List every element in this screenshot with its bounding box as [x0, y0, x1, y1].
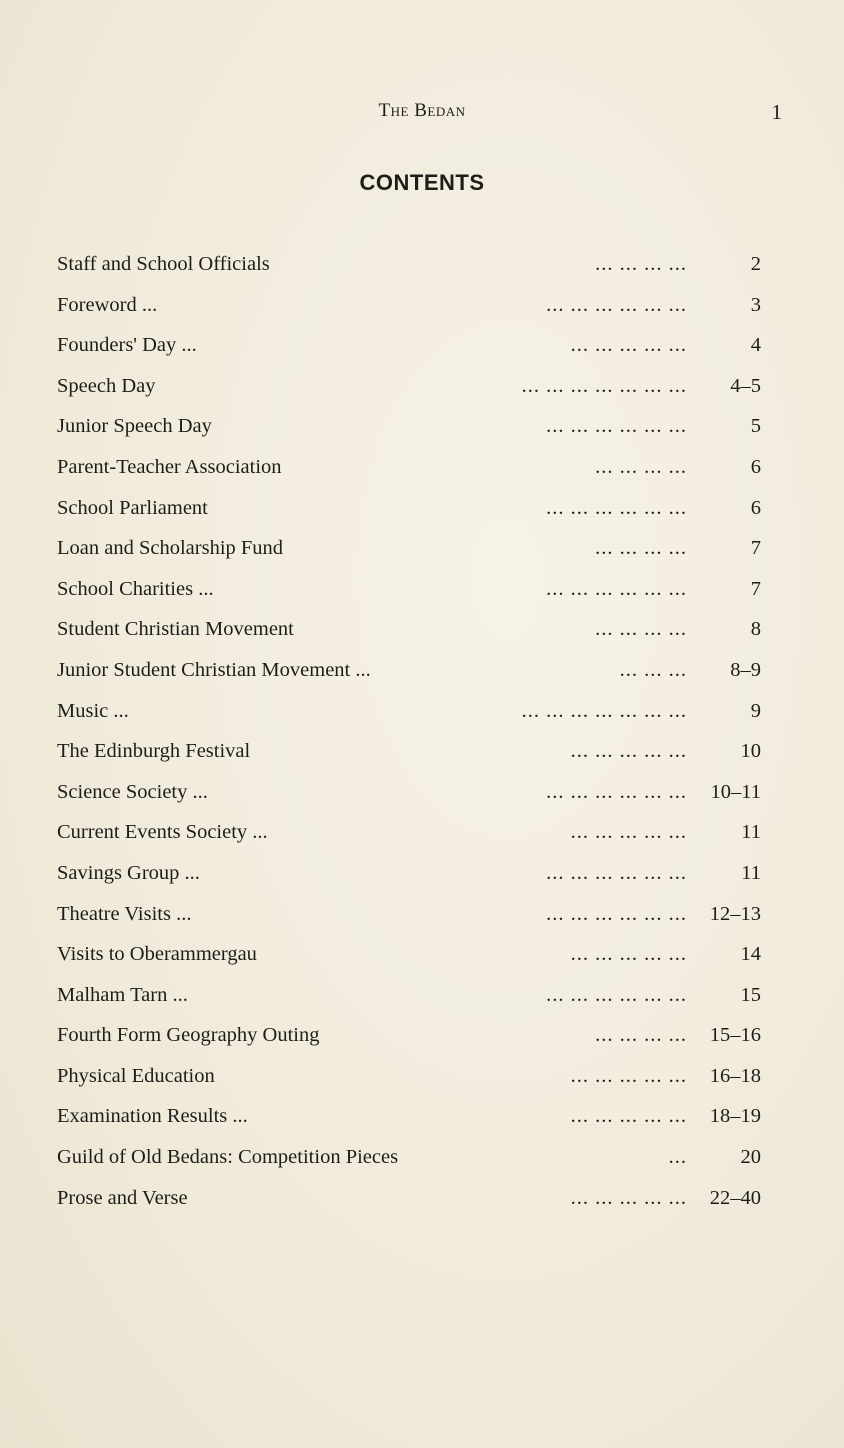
toc-entry-title: Malham Tarn ...	[57, 983, 188, 1006]
toc-entry-page: 10–11	[710, 780, 761, 803]
toc-entry-title: Theatre Visits ...	[57, 902, 192, 925]
toc-dot-leader: ... ... ... ... ... ...	[546, 577, 687, 600]
toc-entry-title: Foreword ...	[57, 293, 158, 316]
toc-entry-title: Music ...	[57, 699, 129, 722]
toc-dot-leader: ... ... ... ... ... ...	[546, 415, 687, 438]
toc-entry-title: Physical Education	[57, 1064, 215, 1087]
toc-entry-page: 14	[740, 943, 761, 966]
toc-entry-page: 6	[750, 496, 761, 519]
toc-entry	[57, 609, 761, 650]
toc-entry-page: 5	[750, 415, 761, 438]
toc-entry-title: Fourth Form Geography Outing	[57, 1024, 320, 1047]
toc-entry	[57, 1096, 761, 1137]
toc-dot-leader: ... ... ... ... ...	[570, 1186, 687, 1209]
toc-dot-leader: ... ... ... ...	[595, 253, 687, 275]
toc-entry-page: 15–16	[709, 1024, 761, 1047]
toc-dot-leader: ... ... ...	[619, 658, 687, 681]
toc-entry-page: 7	[750, 537, 761, 560]
toc-dot-leader: ... ... ... ...	[595, 455, 687, 478]
toc-dot-leader: ... ... ... ...	[595, 537, 687, 560]
toc-entry	[57, 1015, 761, 1056]
toc-entry-page: 11	[741, 861, 761, 884]
toc-entry-title: Parent-Teacher Association	[57, 455, 282, 478]
toc-entry	[57, 650, 761, 691]
toc-entry-title: Speech Day	[57, 374, 156, 397]
toc-entry-page: 2	[750, 253, 761, 275]
toc-entry-title: Founders' Day ...	[57, 334, 197, 357]
toc-entry-title: School Parliament	[57, 496, 208, 519]
toc-entry	[57, 691, 761, 732]
table-of-contents	[57, 244, 761, 1218]
publication-title: The Bedan	[378, 100, 466, 121]
toc-dot-leader: ... ... ... ... ...	[570, 740, 687, 763]
toc-entry-page: 4–5	[730, 374, 761, 397]
toc-dot-leader: ... ... ... ... ... ...	[546, 293, 687, 316]
toc-entry-page: 10	[740, 740, 761, 763]
toc-dot-leader: ... ... ... ... ... ...	[546, 983, 687, 1006]
toc-entry	[57, 1178, 761, 1219]
toc-dot-leader: ... ... ... ... ... ...	[546, 496, 687, 519]
toc-entry-title: Savings Group ...	[57, 861, 200, 884]
toc-dot-leader: ... ... ... ...	[595, 618, 687, 641]
toc-dot-leader: ... ... ... ... ...	[570, 1105, 687, 1128]
toc-entry-page: 11	[741, 821, 761, 844]
toc-entry	[57, 366, 761, 407]
toc-entry-page: 12–13	[709, 902, 761, 925]
toc-entry-page: 3	[750, 293, 761, 316]
toc-dot-leader: ... ... ... ... ... ...	[546, 780, 687, 803]
toc-dot-leader: ... ... ... ... ...	[570, 1064, 687, 1087]
toc-entry-title: The Edinburgh Festival	[57, 740, 251, 763]
toc-entry-title: Prose and Verse	[57, 1186, 188, 1209]
toc-entry	[57, 731, 761, 772]
toc-entry-page: 9	[750, 699, 761, 722]
toc-dot-leader: ... ... ... ... ...	[570, 334, 687, 357]
toc-entry	[57, 447, 761, 488]
toc-entry-title: Student Christian Movement	[57, 618, 294, 641]
toc-entry	[57, 406, 761, 447]
toc-entry-title: Staff and School Officials	[57, 253, 270, 275]
toc-entry	[57, 488, 761, 529]
toc-entry-page: 16–18	[709, 1064, 761, 1087]
toc-entry	[57, 934, 761, 975]
toc-entry-page: 20	[740, 1146, 761, 1169]
toc-entry-title: Visits to Oberammergau	[57, 943, 257, 966]
toc-dot-leader: ... ... ... ... ... ...	[546, 861, 687, 884]
toc-entry	[57, 772, 761, 813]
toc-entry-title: Junior Student Christian Movement ...	[57, 658, 371, 681]
contents-heading: CONTENTS	[359, 170, 485, 195]
toc-entry-page: 4	[750, 334, 761, 357]
toc-entry-page: 7	[750, 577, 761, 600]
toc-dot-leader: ...	[668, 1146, 687, 1169]
toc-dot-leader: ... ... ... ... ... ...	[546, 902, 687, 925]
toc-entry-title: Examination Results ...	[57, 1105, 248, 1128]
toc-entry-title: Loan and Scholarship Fund	[57, 537, 284, 560]
toc-entry	[57, 812, 761, 853]
toc-entry-title: Guild of Old Bedans: Competition Pieces	[57, 1146, 399, 1169]
toc-entry	[57, 1137, 761, 1178]
page-number: 1	[771, 100, 782, 124]
toc-entry	[57, 528, 761, 569]
toc-entry-page: 8–9	[730, 658, 761, 681]
toc-dot-leader: ... ... ... ... ... ... ...	[521, 699, 687, 722]
toc-entry	[57, 325, 761, 366]
toc-entry-title: Science Society ...	[57, 780, 208, 803]
toc-entry	[57, 894, 761, 935]
toc-entry-title: Current Events Society ...	[57, 821, 268, 844]
toc-entry	[57, 244, 761, 285]
toc-entry	[57, 569, 761, 610]
toc-dot-leader: ... ... ... ... ...	[570, 943, 687, 966]
toc-entry-page: 6	[750, 455, 761, 478]
toc-entry-title: Junior Speech Day	[57, 415, 212, 438]
toc-entry-page: 22–40	[709, 1186, 761, 1209]
toc-entry	[57, 1056, 761, 1097]
toc-dot-leader: ... ... ... ... ... ... ...	[521, 374, 687, 397]
toc-entry-page: 15	[740, 983, 761, 1006]
toc-entry-page: 18–19	[709, 1105, 761, 1128]
toc-entry	[57, 853, 761, 894]
toc-entry	[57, 975, 761, 1016]
toc-entry-page: 8	[750, 618, 761, 641]
toc-entry-title: School Charities ...	[57, 577, 214, 600]
toc-dot-leader: ... ... ... ...	[595, 1024, 687, 1047]
toc-entry	[57, 285, 761, 326]
running-header	[0, 100, 844, 128]
toc-dot-leader: ... ... ... ... ...	[570, 821, 687, 844]
